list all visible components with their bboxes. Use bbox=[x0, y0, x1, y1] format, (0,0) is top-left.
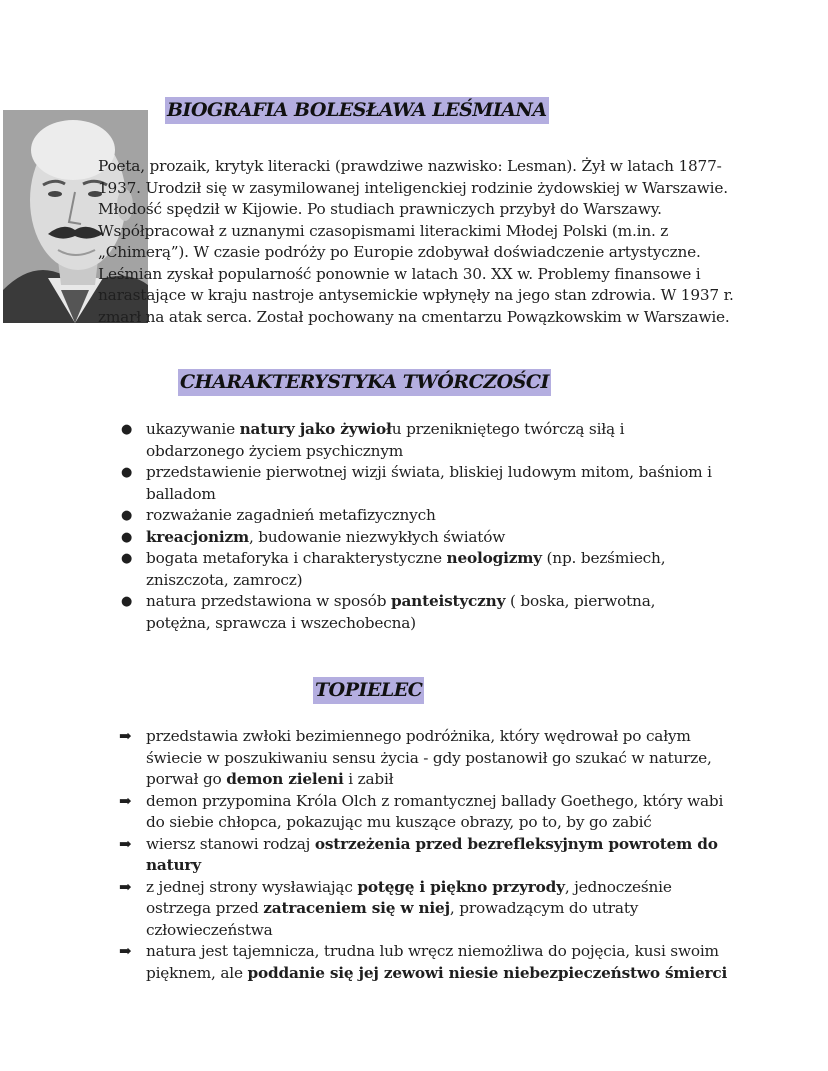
list-item: ➡ wiersz stanowi rodzaj ostrzeżenia przed bezrefleksyjnym powrotem do natury bbox=[116, 834, 736, 877]
biography-heading: BIOGRAFIA BOLESŁAWA LEŚMIANA bbox=[165, 97, 549, 124]
list-item: ➡ demon przypomina Króla Olch z romantycznej ballady Goethego, który wabi do siebie chłopca, pokazując mu kuszące obrazy, po to, by go zabić bbox=[116, 791, 736, 834]
characteristics-list bbox=[114, 419, 714, 634]
biography-paragraph: Poeta, prozaik, krytyk literacki (prawdziwe nazwisko: Lesman). Żył w latach 1877-1937. Urodził się w zasymilowanej inteligenckiej rodzinie żydowskiej w Warszawie. Młodość spędził w Kijowie. Po studiach prawniczych przybył do Warszawy. Współpracował z uznanymi czasopismami literackimi Młodej Polski (m.in. z „Chimerą”). W czasie podróży po Europie zdobywał doświadczenie artystyczne. Leśmian zyskał popularność ponownie w latach 30. XX w. Problemy finansowe i narastające w kraju nastroje antysemickie wpłynęły na jego stan zdrowia. W 1937 r. zmarł na atak serca. Został pochowany na cmentarzu Powązkowskim w Warszawie. bbox=[98, 157, 734, 326]
list-item: ● bogata metaforyka i charakterystyczne neologizmy (np. bezśmiech, zniszczota, zamrocz) bbox=[114, 548, 714, 591]
bullet-icon: ● bbox=[121, 551, 133, 566]
topielec-heading: TOPIELEC bbox=[313, 677, 424, 704]
list-item: ➡ natura jest tajemnicza, trudna lub wręcz niemożliwa do pojęcia, kusi swoim pięknem, ale poddanie się jej zewowi niesie niebezpieczeństwo śmierci bbox=[116, 941, 736, 984]
arrow-right-icon: ➡ bbox=[119, 834, 132, 853]
bullet-icon: ● bbox=[121, 594, 133, 609]
bullet-icon: ● bbox=[121, 422, 133, 437]
biography-text bbox=[98, 156, 758, 328]
list-item: ● przedstawienie pierwotnej wizji świata, bliskiej ludowym mitom, baśniom i balladom bbox=[114, 462, 714, 505]
arrow-right-icon: ➡ bbox=[119, 877, 132, 896]
list-item: ● ukazywanie natury jako żywiołu przenikniętego twórczą siłą i obdarzonego życiem psychicznym bbox=[114, 419, 714, 462]
list-item: ➡ z jednej strony wysławiając potęgę i piękno przyrody, jednocześnie ostrzega przed zatraceniem się w niej, prowadzącym do utraty człowieczeństwa bbox=[116, 877, 736, 942]
arrow-right-icon: ➡ bbox=[119, 727, 132, 745]
bullet-icon: ● bbox=[121, 465, 133, 480]
characteristics-heading: CHARAKTERYSTYKA TWÓRCZOŚCI bbox=[178, 369, 551, 396]
arrow-right-icon: ➡ bbox=[119, 942, 132, 960]
bullet-icon: ● bbox=[121, 529, 133, 545]
list-item: ● rozważanie zagadnień metafizycznych bbox=[114, 505, 714, 527]
list-item: ● kreacjonizm, budowanie niezwykłych światów bbox=[114, 527, 714, 549]
arrow-right-icon: ➡ bbox=[119, 791, 132, 810]
list-item: ➡ przedstawia zwłoki bezimiennego podróżnika, który wędrował po całym świecie w poszukiwaniu sensu życia - gdy postanowił go szukać w naturze, porwał go demon zieleni i zabił bbox=[116, 726, 736, 791]
list-item: ● natura przedstawiona w sposób panteistyczny ( boska, pierwotna, potężna, sprawcza i wszechobecna) bbox=[114, 591, 714, 634]
bullet-icon: ● bbox=[121, 508, 133, 523]
topielec-list bbox=[116, 726, 736, 984]
